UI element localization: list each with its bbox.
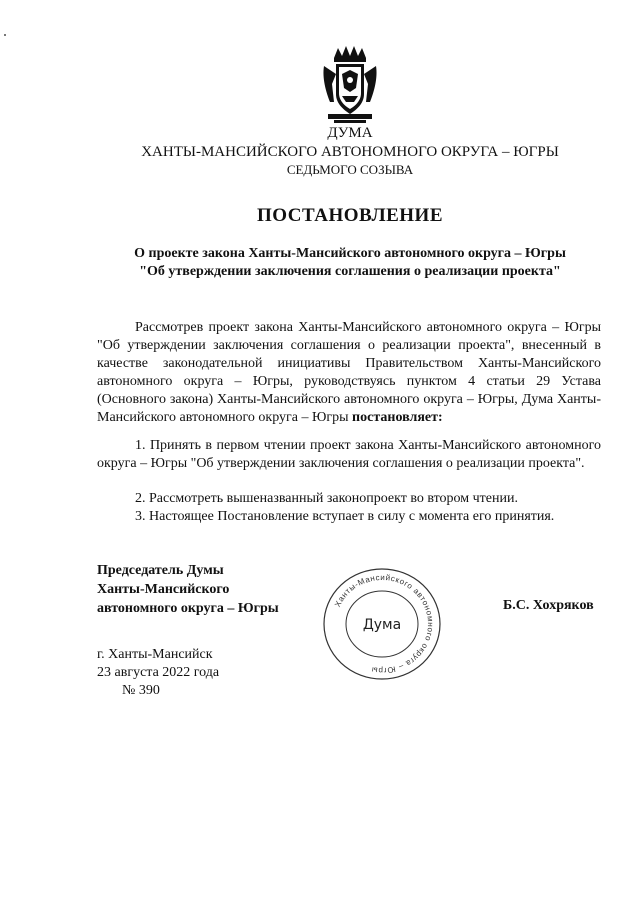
subject-line: "Об утверждении заключения соглашения о реализации проекта" <box>139 264 561 279</box>
org-convocation: СЕДЬМОГО СОЗЫВА <box>286 162 414 177</box>
signatory-name: Б.С. Хохряков <box>503 598 594 613</box>
document-title: ПОСТАНОВЛЕНИЕ <box>256 205 444 226</box>
coat-of-arms-icon <box>320 44 380 124</box>
decision-word: постановляет: <box>352 410 443 425</box>
resolution-item: 1. Принять в первом чтении проект закона Ханты-Мансийского автономного округа – Югры "Об утверждении заключения соглашения о реализации проекта". <box>97 438 601 471</box>
document-city: г. Ханты-Мансийск <box>97 647 213 662</box>
org-name: ДУМА <box>327 125 373 141</box>
scan-mark <box>4 34 6 36</box>
signatory-position: Председатель Думы Ханты-Мансийского автономного округа – Югры <box>97 563 279 616</box>
resolution-item: 3. Настоящее Постановление вступает в силу с момента его принятия. <box>135 509 555 524</box>
official-stamp <box>318 565 446 683</box>
stamp-center-text: Дума <box>362 617 402 633</box>
document-number: № 390 <box>122 683 160 698</box>
document-subject <box>0 245 640 281</box>
resolution-item: 2. Рассмотреть вышеназванный законопроект во втором чтении. <box>135 491 518 506</box>
org-region: ХАНТЫ-МАНСИЙСКОГО АВТОНОМНОГО ОКРУГА – ЮГРЫ <box>141 144 559 160</box>
preamble-text: Рассмотрев проект закона Ханты-Мансийского автономного округа – Югры "Об утверждении заключения соглашения о реализации проекта", внесенный в качестве законодательной инициативы Правительством Ханты-Мансийского автономного округа – Югры, руководствуясь пунктом 4 статьи 29 Устава (Основного закона) Ханты-Мансийского автономного округа – Югры, Дума Ханты-Мансийского автономного округа – Югры <box>97 320 601 425</box>
preamble-paragraph <box>97 319 601 427</box>
document-date: 23 августа 2022 года <box>97 665 220 680</box>
stamp-ring-text: Ханты-Мансийского автономного округа – Югры <box>333 572 436 676</box>
subject-line: О проекте закона Ханты-Мансийского автономного округа – Югры <box>134 246 566 261</box>
